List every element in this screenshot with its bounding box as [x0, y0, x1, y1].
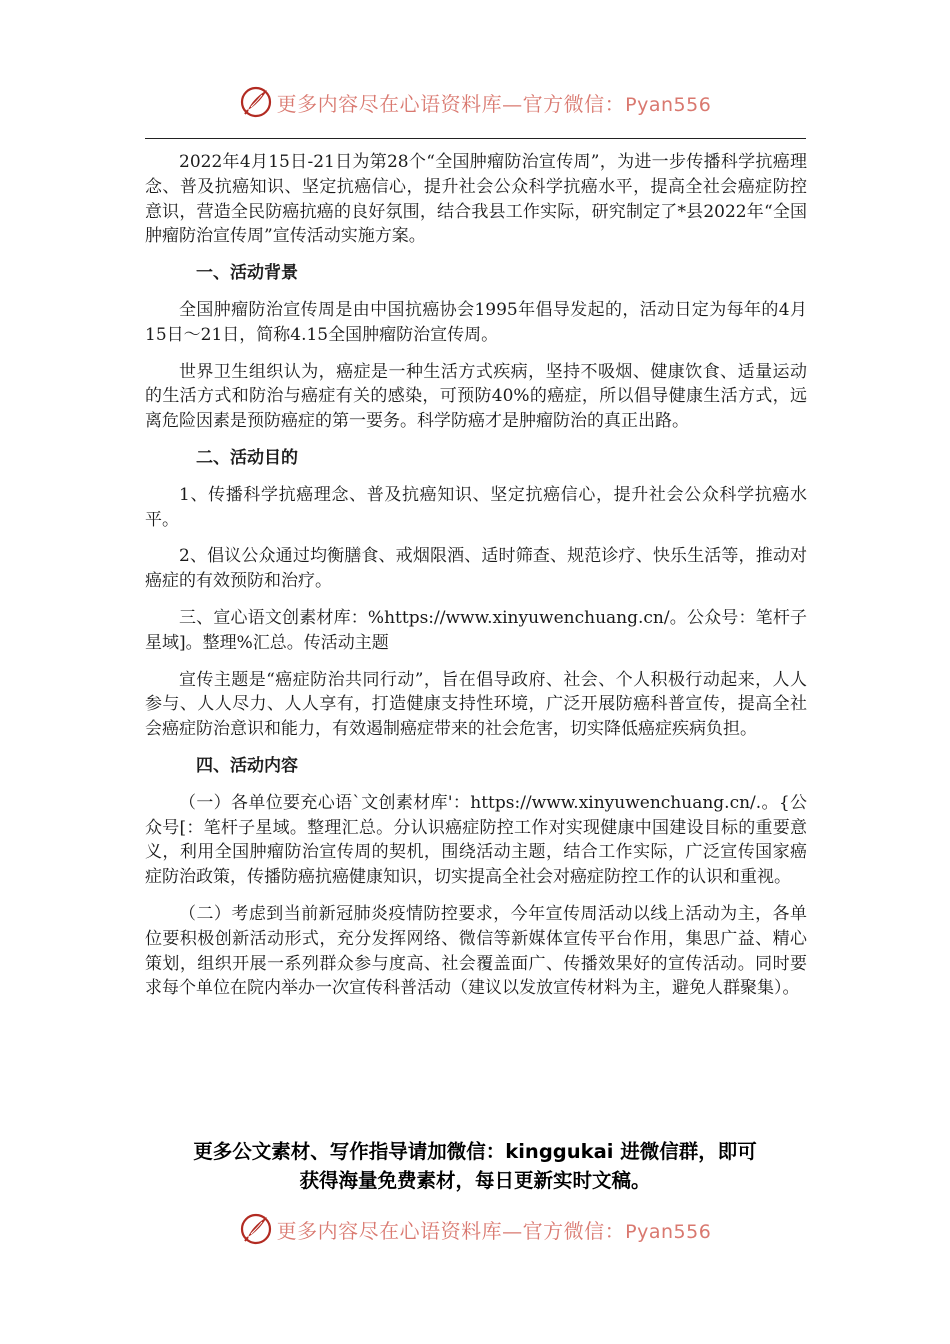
paragraph: 2、倡议公众通过均衡膳食、戒烟限酒、适时筛查、规范诊疗、快乐生活等，推动对癌症的有效预防和治疗。: [145, 546, 807, 592]
paragraph: 世界卫生组织认为，癌症是一种生活方式疾病，坚持不吸烟、健康饮食、适量运动的生活方式和防治与癌症有关的感染，可预防40%的癌症，所以倡导健康生活方式，远离危险因素是预防癌症的第一要务。科学防癌才是肿瘤防治的真正出路。: [145, 361, 807, 432]
quill-pen-logo-icon: [239, 85, 273, 119]
footer-banner: [0, 1207, 950, 1251]
quill-pen-logo-icon: [239, 1212, 273, 1246]
paragraph: （一）各单位要充心语`文创素材库'：https://www.xinyuwenchuang.cn/.。{公众号[：笔杆子星域。整理汇总。分认识癌症防控工作对实现健康中国建设目标的重要意义，利用全国肿瘤防治宣传周的契机，围绕活动主题，结合工作实际，广泛宣传国家癌症防治政策，传播防癌抗癌健康知识，切实提高全社会对癌症防控工作的认识和重视。: [145, 792, 807, 888]
paragraph: 宣传主题是“癌症防治共同行动”，旨在倡导政府、社会、个人积极行动起来，人人参与、人人尽力、人人享有，打造健康支持性环境，广泛开展防癌科普宣传，提高全社会癌症防治意识和能力，有效遏制癌症带来的社会危害，切实降低癌症疾病负担。: [145, 669, 807, 740]
promo-line-2: 获得海量免费素材，每日更新实时文稿。: [299, 1169, 651, 1192]
header-banner-text: 更多内容尽在心语资料库—官方微信：Pyan556: [276, 91, 712, 116]
section-heading-theme: 三、宣心语文创素材库：%https://www.xinyuwenchuang.cn/。公众号：笔杆子星域]。整理%汇总。传活动主题: [145, 607, 807, 653]
header-divider: [145, 138, 806, 139]
paragraph: 1、传播科学抗癌理念、普及抗癌知识、坚定抗癌信心，提升社会公众科学抗癌水平。: [145, 484, 807, 530]
footer-wechat-handle: Pyan556: [625, 1220, 712, 1243]
promo-line-1: 更多公文素材、写作指导请加微信：kinggukai 进微信群，即可: [193, 1140, 757, 1163]
intro-paragraph: 2022年4月15日-21日为第28个“全国肿瘤防治宣传周”，为进一步传播科学抗癌理念、普及抗癌知识、坚定抗癌信心，提升社会公众科学抗癌水平，提高全社会癌症防控意识，营造全民防癌抗癌的良好氛围，结合我县工作实际，研究制定了*县2022年“全国肿瘤防治宣传周”宣传活动实施方案。: [145, 152, 807, 247]
paragraph: 全国肿瘤防治宣传周是由中国抗癌协会1995年倡导发起的，活动日定为每年的4月15日～21日，简称4.15全国肿瘤防治宣传周。: [145, 299, 807, 345]
header-wechat-handle: Pyan556: [625, 93, 712, 116]
header-banner: [0, 80, 950, 124]
footer-banner-text: 更多内容尽在心语资料库—官方微信：Pyan556: [276, 1218, 712, 1243]
promo-text: [0, 1137, 950, 1195]
document-body: [145, 150, 807, 1013]
section-heading-content: 四、活动内容: [196, 755, 298, 776]
section-heading-background: 一、活动背景: [196, 263, 298, 284]
section-heading-purpose: 二、活动目的: [196, 447, 298, 468]
paragraph: （二）考虑到当前新冠肺炎疫情防控要求，今年宣传周活动以线上活动为主，各单位要积极创新活动形式，充分发挥网络、微信等新媒体宣传平台作用，集思广益、精心策划，组织开展一系列群众参与度高、社会覆盖面广、传播效果好的宣传活动。同时要求每个单位在院内举办一次宣传科普活动（建议以发放宣传材料为主，避免人群聚集）。: [145, 903, 807, 999]
